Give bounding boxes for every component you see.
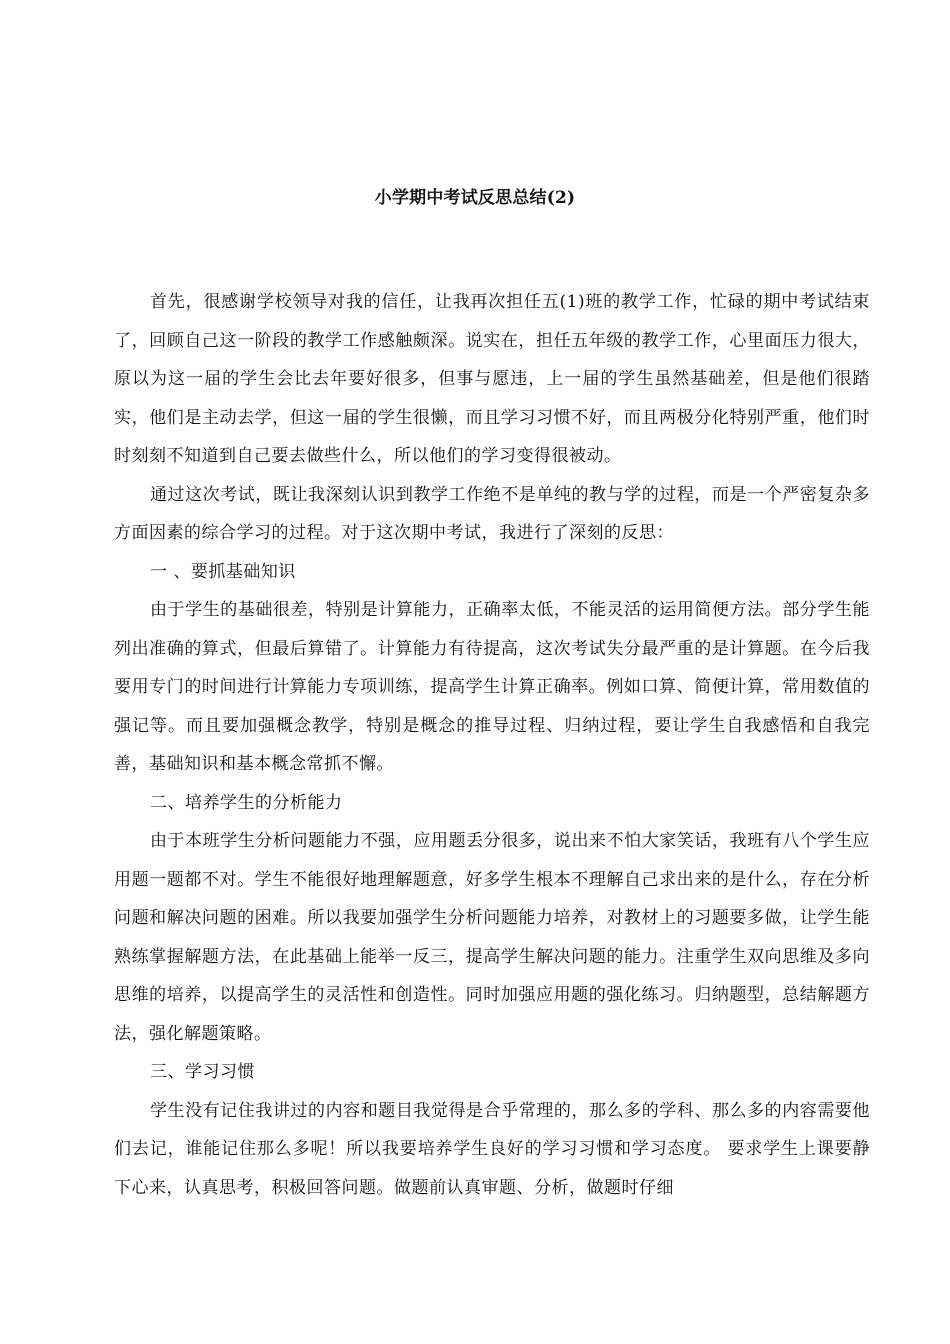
paragraph-habits: 学生没有记住我讲过的内容和题目我觉得是合乎常理的，那么多的学科、那么多的内容需要他们去记，谁能记住那么多呢！所以我要培养学生良好的学习习惯和学习态度。 要求学生上课要静下心来，认真思考，积极回答问题。做题前认真审题、分析，做题时仔细 xyxy=(114,1100,870,1198)
paragraph-basics: 由于学生的基础很差，特别是计算能力，正确率太低，不能灵活的运用简便方法。部分学生能列出准确的算式，但最后算错了。计算能力有待提高，这次考试失分最严重的是计算题。在今后我要用专门的时间进行计算能力专项训练，提高学生计算正确率。例如口算、简便计算，常用数值的强记等。而且要加强概念教学，特别是概念的推导过程、归纳过程，要让学生自我感悟和自我完善，基础知识和基本概念常抓不懈。 xyxy=(114,600,870,774)
section-heading-basics: 一 、要抓基础知识 xyxy=(150,561,296,582)
section-heading-analysis: 二、培养学生的分析能力 xyxy=(150,792,343,813)
document-body xyxy=(114,283,870,1207)
paragraph-reflection: 通过这次考试，既让我深刻认识到教学工作绝不是单纯的教与学的过程，而是一个严密复杂多方面因素的综合学习的过程。对于这次期中考试，我进行了深刻的反思： xyxy=(114,484,870,543)
section-heading-habits: 三、学习习惯 xyxy=(150,1062,255,1082)
document-title: 小学期中考试反思总结(2) xyxy=(374,188,576,208)
paragraph-intro: 首先，很感谢学校领导对我的信任，让我再次担任五(1)班的教学工作，忙碌的期中考试结束了，回顾自己这一阶段的教学工作感触颇深。说实在，担任五年级的教学工作，心里面压力很大，原以为这一届的学生会比去年要好很多，但事与愿违，上一届的学生虽然基础差，但是他们很踏实，他们是主动去学，但这一届的学生很懒，而且学习习惯不好，而且两极分化特别严重，他们时时刻刻不知道到自己要去做些什么，所以他们的学习变得很被动。 xyxy=(114,292,870,466)
paragraph-analysis: 由于本班学生分析问题能力不强，应用题丢分很多，说出来不怕大家笑话，我班有八个学生应用题一题都不对。学生不能很好地理解题意，好多学生根本不理解自己求出来的是什么，存在分析问题和解决问题的困难。所以我要加强学生分析问题能力培养，对教材上的习题要多做，让学生能熟练掌握解题方法，在此基础上能举一反三，提高学生解决问题的能力。注重学生双向思维及多向思维的培养，以提高学生的灵活性和创造性。同时加强应用题的强化练习。归纳题型，总结解题方法，强化解题策略。 xyxy=(114,831,870,1044)
